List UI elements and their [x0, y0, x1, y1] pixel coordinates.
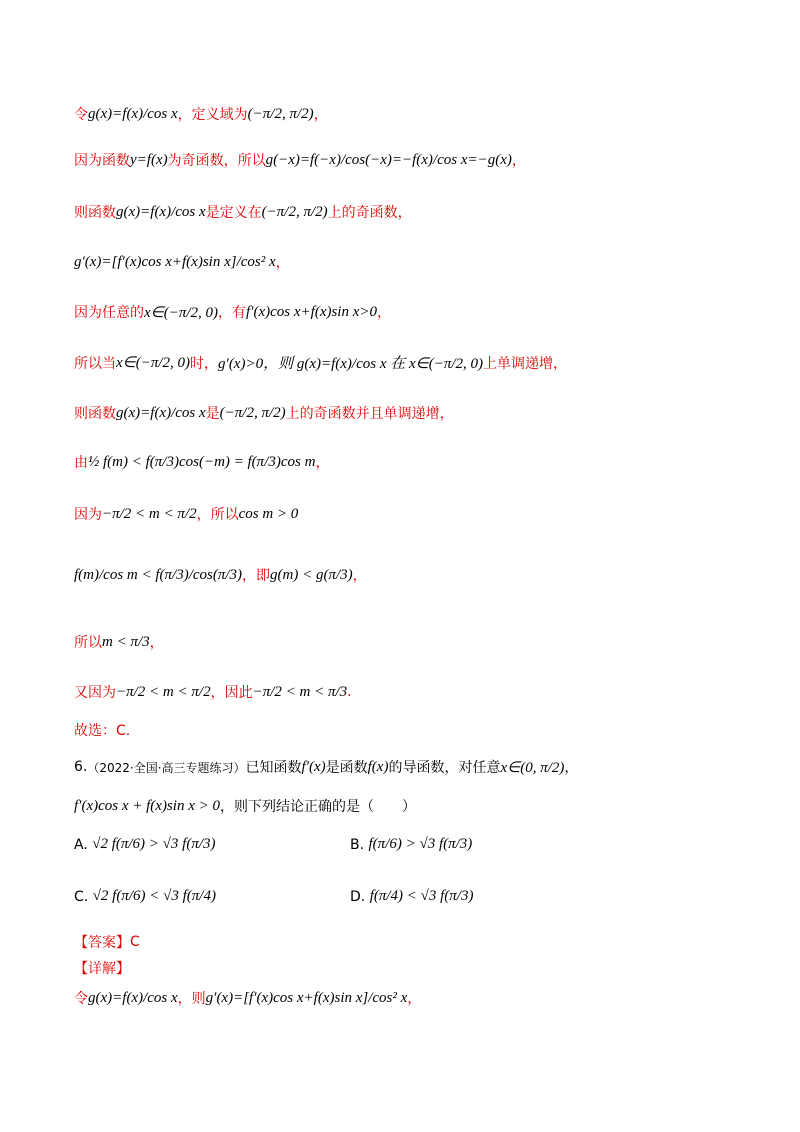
line-text: 因为函数 [74, 153, 130, 169]
line-text: ，定义域为 [177, 107, 248, 123]
line-math: y=f(x) [130, 151, 168, 168]
line-text: 则函数 [74, 406, 116, 422]
solution-line-12 [74, 682, 352, 702]
question-math: f(x) [367, 758, 389, 775]
line-text: ， [352, 568, 367, 584]
option-label: C. [74, 888, 89, 905]
line-math: (−π/2, π/2) [261, 203, 328, 220]
solution-conclusion [74, 720, 130, 740]
line-math: f′(x)cos x+f(x)sin x>0 [246, 303, 378, 320]
option-d[interactable] [350, 888, 473, 905]
line-text: ， [377, 305, 392, 321]
line-text: 上单调递增， [483, 355, 568, 372]
line-math: −π/2 < m < π/2 [116, 683, 211, 700]
line-text: ，因此 [210, 685, 253, 701]
line-text: 因为 [74, 507, 102, 523]
line-text: ，即 [242, 568, 271, 584]
line-math: x∈(−π/2, 0) [116, 355, 191, 371]
solution-line-11 [74, 632, 164, 652]
line-text: . [347, 684, 352, 700]
final-line [74, 988, 421, 1008]
question-text: ， [564, 760, 579, 776]
line-math: −π/2 < m < π/2 [102, 505, 197, 522]
question-text: 是函数 [325, 760, 368, 776]
line-text: 上的奇函数， [327, 205, 412, 221]
question-text: 的导函数，对任意 [388, 760, 501, 776]
line-math: g(x)=f(x)/cos x [88, 989, 178, 1006]
line-math: g(x)=f(x)/cos x [116, 203, 206, 220]
line-math: (−π/2, π/2) [247, 105, 314, 122]
line-text: 令 [74, 107, 88, 123]
line-math: g(−x)=f(−x)/cos(−x)=−f(x)/cos x=−g(x) [265, 151, 512, 168]
line-math: g′(x)=[f′(x)cos x+f(x)sin x]/cos² x [74, 253, 276, 270]
question-text: 已知函数 [245, 760, 302, 776]
solution-line-1 [74, 104, 328, 124]
question-math: f′(x) [301, 758, 326, 775]
solution-line-6 [74, 352, 567, 373]
line-text: ， [407, 991, 422, 1007]
solution-line-8 [74, 452, 329, 472]
solution-line-10 [74, 565, 367, 585]
option-label: B. [350, 836, 365, 853]
detail-heading [74, 958, 130, 978]
line-text: 令 [74, 991, 88, 1007]
line-math: x∈(−π/2, 0) [144, 304, 219, 321]
line-math: g′(x)=[f′(x)cos x+f(x)sin x]/cos² x [205, 989, 408, 1006]
line-math: g′(x)>0，则 g(x)=f(x)/cos x 在 x∈(−π/2, 0) [218, 356, 484, 372]
answer-line [74, 932, 140, 952]
detail-label: 【详解】 [74, 961, 130, 977]
line-text: ，所以 [196, 507, 239, 523]
option-math: √2 f(π/6) > √3 f(π/3) [92, 836, 216, 852]
line-text: ， [313, 107, 328, 123]
line-text: 由 [74, 455, 88, 471]
question-text: ，则下列结论正确的是（ ） [219, 799, 416, 815]
line-math: ½ f(m) < f(π/3)cos(−m) = f(π/3)cos m [88, 453, 316, 470]
option-b[interactable] [350, 836, 472, 853]
line-text: ，有 [218, 305, 247, 321]
line-text: ， [315, 455, 330, 471]
line-text: 上的奇函数并且单调递增， [285, 406, 454, 422]
solution-line-5 [74, 302, 391, 322]
solution-line-9 [74, 504, 298, 524]
solution-line-2 [74, 150, 526, 170]
line-text: 又因为 [74, 685, 116, 701]
line-text: 则函数 [74, 205, 116, 221]
option-a[interactable] [74, 836, 216, 853]
line-text: ，则 [177, 991, 206, 1007]
line-math: g(x)=f(x)/cos x [88, 105, 178, 122]
question-math: x∈(0, π/2) [500, 759, 565, 776]
line-math: cos m > 0 [238, 505, 299, 522]
line-text: 为奇函数，所以 [167, 153, 266, 169]
line-text: ， [275, 255, 290, 271]
answer-label: 【答案】 [74, 935, 130, 951]
line-text: ， [149, 635, 164, 651]
line-math: g(m) < g(π/3) [270, 566, 353, 583]
line-text: 因为任意的 [74, 305, 144, 321]
question-source: （2022·全国·高三专题练习） [87, 760, 246, 775]
option-math: f(π/6) > √3 f(π/3) [368, 836, 473, 852]
line-text: 是定义在 [205, 205, 262, 221]
line-text: 时， [190, 355, 219, 372]
option-label: D. [350, 888, 366, 905]
line-text: 故选：C. [74, 723, 131, 739]
solution-line-7 [74, 403, 454, 423]
solution-line-4 [74, 252, 290, 272]
option-label: A. [74, 836, 88, 853]
question-number: 6. [74, 759, 88, 775]
line-math: g(x)=f(x)/cos x [116, 404, 206, 421]
solution-line-3 [74, 202, 412, 222]
line-math: (−π/2, π/2) [219, 404, 286, 421]
option-math: f(π/4) < √3 f(π/3) [369, 888, 474, 904]
answer-value: C [130, 934, 140, 950]
line-text: 所以当 [74, 355, 116, 372]
line-math: f(m)/cos m < f(π/3)/cos(π/3) [74, 566, 243, 583]
question-condition [74, 796, 416, 816]
question-stem [74, 757, 578, 777]
option-math: √2 f(π/6) < √3 f(π/4) [92, 888, 216, 904]
line-math: m < π/3 [102, 633, 150, 650]
line-text: 所以 [74, 635, 102, 651]
line-math: −π/2 < m < π/3 [252, 683, 348, 700]
line-text: ， [511, 153, 526, 169]
option-c[interactable] [74, 888, 216, 905]
question-math: f′(x)cos x + f(x)sin x > 0 [74, 797, 220, 814]
line-text: 是 [205, 406, 220, 422]
